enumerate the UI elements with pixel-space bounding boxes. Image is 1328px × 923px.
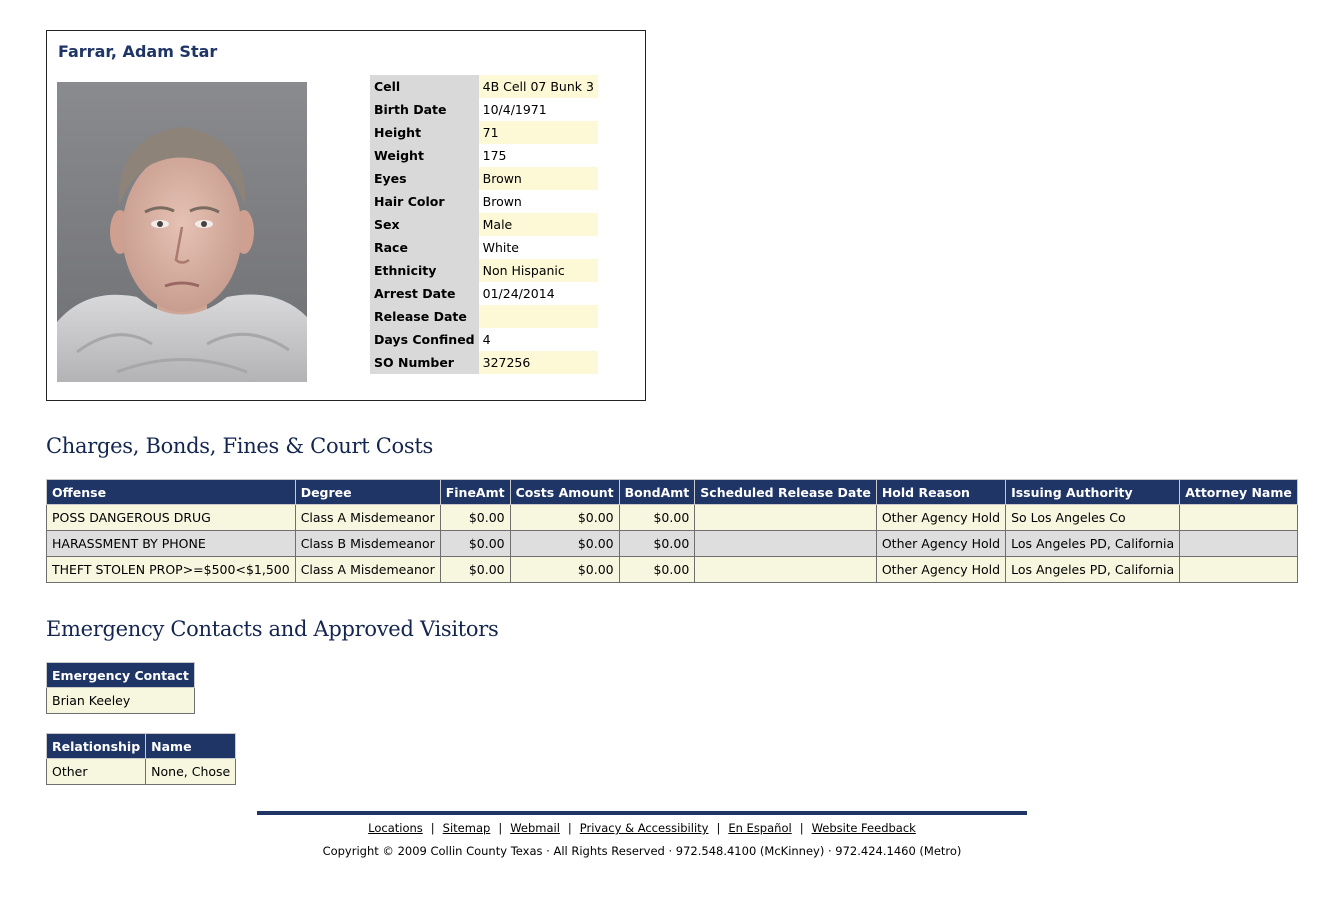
cell-scheduled-release-date bbox=[695, 531, 877, 557]
cell-bondamt: $0.00 bbox=[619, 531, 695, 557]
detail-value: 4B Cell 07 Bunk 3 bbox=[479, 75, 598, 98]
link-separator: | bbox=[799, 821, 804, 835]
cell-fineamt: $0.00 bbox=[440, 505, 510, 531]
detail-value: Brown bbox=[479, 190, 598, 213]
footer-link-en-espa-ol[interactable]: En Español bbox=[728, 821, 792, 835]
detail-label: Sex bbox=[370, 213, 479, 236]
detail-label: Cell bbox=[370, 75, 479, 98]
link-separator: | bbox=[716, 821, 721, 835]
detail-value: 327256 bbox=[479, 351, 598, 374]
column-header-attorney-name: Attorney Name bbox=[1180, 480, 1298, 505]
cell-issuing-authority: So Los Angeles Co bbox=[1006, 505, 1180, 531]
detail-label: Ethnicity bbox=[370, 259, 479, 282]
table-row bbox=[47, 688, 195, 714]
detail-value bbox=[479, 305, 598, 328]
charges-table bbox=[46, 479, 1298, 583]
column-header-scheduled-release-date: Scheduled Release Date bbox=[695, 480, 877, 505]
detail-row-sex bbox=[370, 213, 598, 236]
detail-label: Hair Color bbox=[370, 190, 479, 213]
detail-value: 4 bbox=[479, 328, 598, 351]
cell-fineamt: $0.00 bbox=[440, 531, 510, 557]
footer-divider bbox=[257, 811, 1027, 815]
footer-link-sitemap[interactable]: Sitemap bbox=[442, 821, 491, 835]
detail-label: Eyes bbox=[370, 167, 479, 190]
table-row bbox=[47, 505, 1298, 531]
cell-costs-amount: $0.00 bbox=[510, 557, 619, 583]
footer-link-privacy-accessibility[interactable]: Privacy & Accessibility bbox=[579, 821, 709, 835]
table-row bbox=[47, 531, 1298, 557]
mugshot-photo bbox=[57, 82, 307, 382]
column-header-degree: Degree bbox=[295, 480, 440, 505]
cell-costs-amount: $0.00 bbox=[510, 505, 619, 531]
cell-scheduled-release-date bbox=[695, 505, 877, 531]
charges-section-title: Charges, Bonds, Fines & Court Costs bbox=[46, 434, 433, 458]
detail-row-height bbox=[370, 121, 598, 144]
cell-costs-amount: $0.00 bbox=[510, 531, 619, 557]
column-header-hold-reason: Hold Reason bbox=[876, 480, 1005, 505]
cell-degree: Class A Misdemeanor bbox=[295, 505, 440, 531]
cell-name: None, Chose bbox=[146, 759, 236, 785]
footer-link-locations[interactable]: Locations bbox=[368, 821, 423, 835]
emergency-contact-table bbox=[46, 662, 195, 714]
cell-issuing-authority: Los Angeles PD, California bbox=[1006, 531, 1180, 557]
cell-attorney-name bbox=[1180, 557, 1298, 583]
cell-offense: THEFT STOLEN PROP>=$500<$1,500 bbox=[47, 557, 296, 583]
table-row bbox=[47, 759, 236, 785]
column-header-relationship: Relationship bbox=[47, 734, 146, 759]
cell-scheduled-release-date bbox=[695, 557, 877, 583]
column-header-fineamt: FineAmt bbox=[440, 480, 510, 505]
cell-degree: Class A Misdemeanor bbox=[295, 557, 440, 583]
detail-value: 01/24/2014 bbox=[479, 282, 598, 305]
footer-links bbox=[257, 821, 1027, 835]
detail-label: Race bbox=[370, 236, 479, 259]
cell-hold-reason: Other Agency Hold bbox=[876, 505, 1005, 531]
detail-row-birth-date bbox=[370, 98, 598, 121]
detail-value: 10/4/1971 bbox=[479, 98, 598, 121]
detail-value: White bbox=[479, 236, 598, 259]
detail-value: Brown bbox=[479, 167, 598, 190]
copyright-text: Copyright © 2009 Collin County Texas · All Rights Reserved · 972.548.4100 (McKinney) · 972.424.1460 (Metro) bbox=[322, 844, 962, 858]
detail-value: Male bbox=[479, 213, 598, 236]
detail-label: Release Date bbox=[370, 305, 479, 328]
footer-link-website-feedback[interactable]: Website Feedback bbox=[811, 821, 916, 835]
detail-label: Weight bbox=[370, 144, 479, 167]
detail-value: 71 bbox=[479, 121, 598, 144]
cell-offense: POSS DANGEROUS DRUG bbox=[47, 505, 296, 531]
column-header-bondamt: BondAmt bbox=[619, 480, 695, 505]
detail-row-cell bbox=[370, 75, 598, 98]
detail-row-race bbox=[370, 236, 598, 259]
cell-relationship: Other bbox=[47, 759, 146, 785]
link-separator: | bbox=[430, 821, 435, 835]
cell-issuing-authority: Los Angeles PD, California bbox=[1006, 557, 1180, 583]
cell-hold-reason: Other Agency Hold bbox=[876, 557, 1005, 583]
cell-bondamt: $0.00 bbox=[619, 505, 695, 531]
detail-value: 175 bbox=[479, 144, 598, 167]
detail-label: Height bbox=[370, 121, 479, 144]
detail-row-days-confined bbox=[370, 328, 598, 351]
column-header-issuing-authority: Issuing Authority bbox=[1006, 480, 1180, 505]
cell-hold-reason: Other Agency Hold bbox=[876, 531, 1005, 557]
detail-value: Non Hispanic bbox=[479, 259, 598, 282]
detail-row-weight bbox=[370, 144, 598, 167]
approved-visitors-table bbox=[46, 733, 236, 785]
cell-offense: HARASSMENT BY PHONE bbox=[47, 531, 296, 557]
link-separator: | bbox=[498, 821, 503, 835]
column-header-costs-amount: Costs Amount bbox=[510, 480, 619, 505]
inmate-name: Farrar, Adam Star bbox=[58, 42, 218, 61]
inmate-card bbox=[46, 30, 646, 401]
detail-label: Days Confined bbox=[370, 328, 479, 351]
cell-fineamt: $0.00 bbox=[440, 557, 510, 583]
detail-label: Birth Date bbox=[370, 98, 479, 121]
contacts-section-title: Emergency Contacts and Approved Visitors bbox=[46, 617, 499, 641]
emergency-contact-header: Emergency Contact bbox=[47, 663, 195, 688]
cell-attorney-name bbox=[1180, 505, 1298, 531]
column-header-name: Name bbox=[146, 734, 236, 759]
detail-row-eyes bbox=[370, 167, 598, 190]
inmate-details-table bbox=[370, 75, 598, 374]
detail-row-arrest-date bbox=[370, 282, 598, 305]
table-row bbox=[47, 557, 1298, 583]
cell-degree: Class B Misdemeanor bbox=[295, 531, 440, 557]
detail-row-so-number bbox=[370, 351, 598, 374]
cell-bondamt: $0.00 bbox=[619, 557, 695, 583]
detail-row-ethnicity bbox=[370, 259, 598, 282]
footer-link-webmail[interactable]: Webmail bbox=[510, 821, 560, 835]
column-header-offense: Offense bbox=[47, 480, 296, 505]
cell-attorney-name bbox=[1180, 531, 1298, 557]
mugshot-illustration bbox=[57, 82, 307, 382]
emergency-contact-name: Brian Keeley bbox=[47, 688, 195, 714]
detail-row-hair-color bbox=[370, 190, 598, 213]
detail-label: Arrest Date bbox=[370, 282, 479, 305]
link-separator: | bbox=[567, 821, 572, 835]
detail-row-release-date bbox=[370, 305, 598, 328]
detail-label: SO Number bbox=[370, 351, 479, 374]
